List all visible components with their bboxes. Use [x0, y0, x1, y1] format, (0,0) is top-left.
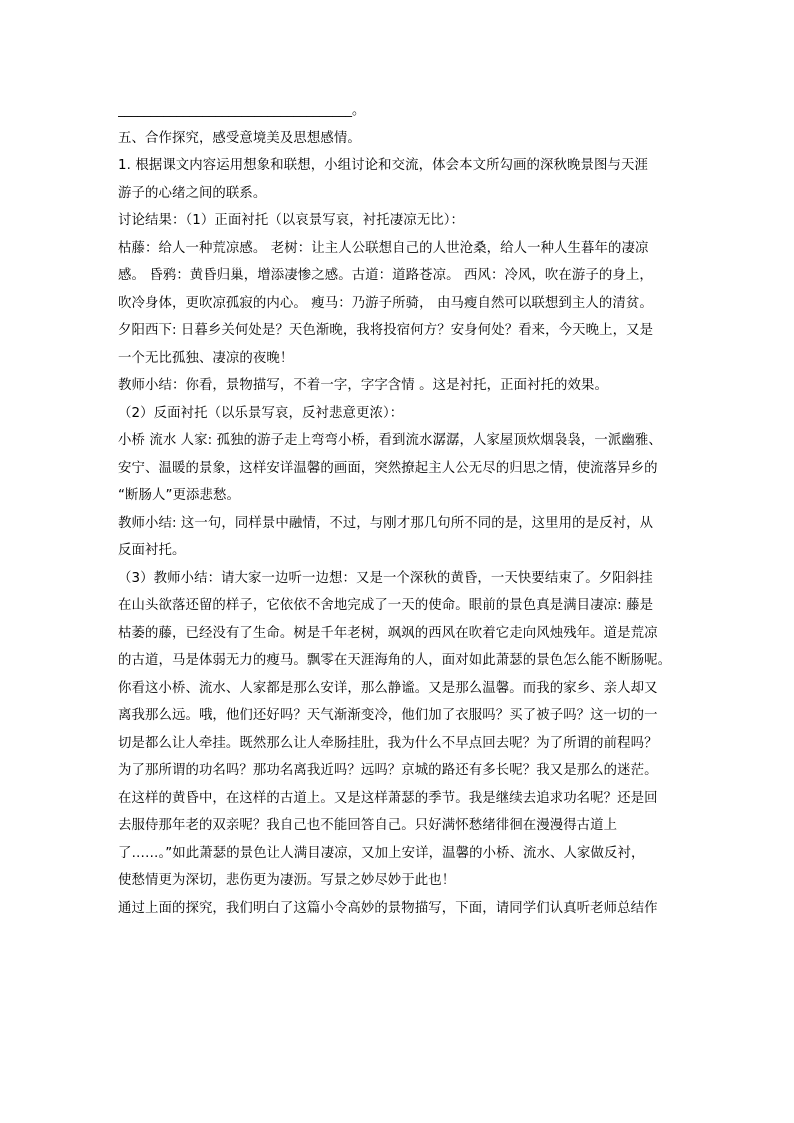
- paragraph-line: 了……。”如此萧瑟的景色让人满目凄凉，又加上安详，温馨的小桥、流水、人家做反衬，: [118, 845, 645, 861]
- paragraph-line: 的古道，马是体弱无力的瘦马。飘零在天涯海角的人，面对如此萧瑟的景色怎么能不断肠呢。: [118, 653, 672, 668]
- paragraph-line: 吹冷身体，更吹凉孤寂的内心。 瘦马：乃游子所骑， 由马瘦自然可以联想到主人的清贫。: [118, 295, 653, 311]
- paragraph-line: 枯藤：给人一种荒凉感。 老树：让主人公联想自己的人世沧桑，给人一种人生暮年的凄凉: [118, 240, 649, 256]
- paragraph-line: 在山头欲落还留的样子，它依依不舍地完成了一天的使命。眼前的景色真是满目凄凉: 藤是: [118, 598, 654, 613]
- answer-blank-line: ____________________________________。: [118, 103, 366, 118]
- paragraph-line: 切是都么让人牵挂。既然那么让人牵肠挂肚，我为什么不早点回去呢？为了所谓的前程吗？: [118, 735, 658, 751]
- document-page: [118, 102, 678, 927]
- paragraph-line: 教师小结：你看，景物描写，不着一字，字字含情 。这是衬托，正面衬托的效果。: [118, 378, 609, 393]
- paragraph-line: 安宁、温暖的景象，这样安详温馨的画面，突然撩起主人公无尽的归思之情，使流落异乡的: [118, 460, 658, 476]
- paragraph-line: 讨论结果：（1）正面衬托（以哀景写哀，衬托凄凉无比）：: [118, 213, 464, 228]
- paragraph-line: 小桥 流水 人家: 孤独的游子走上弯弯小桥，看到流水潺潺，人家屋顶炊烟袅袅，一派幽雅、: [118, 433, 662, 448]
- section-heading: 五、合作探究，感受意境美及思想感情。: [118, 130, 361, 146]
- paragraph-line: 通过上面的探究，我们明白了这篇小令高妙的景物描写，下面，请同学们认真听老师总结作: [118, 900, 658, 916]
- paragraph-line: 一个无比孤独、凄凉的夜晚！: [118, 350, 294, 366]
- paragraph-line: 在这样的黄昏中，在这样的古道上。又是这样萧瑟的季节。我是继续去追求功名呢？还是回: [118, 790, 658, 806]
- paragraph-line: （3）教师小结：请大家一边听一边想：又是一个深秋的黄昏，一天快要结束了。夕阳斜挂: [118, 570, 653, 586]
- paragraph-line: 游子的心绪之间的联系。: [118, 185, 267, 201]
- paragraph-line: 去服侍那年老的双亲呢？我自己也不能回答自己。只好满怀愁绪徘徊在漫漫得古道上: [118, 818, 618, 833]
- paragraph-line: （2）反面衬托（以乐景写哀，反衬悲意更浓）：: [118, 405, 404, 421]
- paragraph-line: 你看这小桥、流水、人家都是那么安详，那么静谧。又是那么温馨。而我的家乡、亲人却又: [118, 680, 658, 696]
- paragraph-line: 1. 根据课文内容运用想象和联想，小组讨论和交流，体会本文所勾画的深秋晚景图与天涯: [118, 158, 648, 173]
- paragraph-line: 离我那么远。哦，他们还好吗？天气渐渐变冷，他们加了衣服吗？买了被子吗？这一切的一: [118, 708, 658, 723]
- paragraph-line: 为了那所谓的功名吗？那功名离我近吗？远吗？京城的路还有多长呢？我又是那么的迷茫。: [118, 763, 658, 778]
- paragraph-line: “断肠人”更添悲愁。: [118, 488, 240, 503]
- paragraph-line: 枯萎的藤，已经没有了生命。树是千年老树，飒飒的西风在吹着它走向风烛残年。道是荒凉: [118, 625, 658, 641]
- paragraph-line: 反面衬托。: [118, 543, 186, 558]
- paragraph-line: 教师小结: 这一句，同样景中融情，不过，与刚才那几句所不同的是，这里用的是反衬，从: [118, 515, 654, 531]
- paragraph-line: 使愁情更为深切，悲伤更为凄沥。写景之妙尽妙于此也！: [118, 873, 456, 888]
- paragraph-line: 感。 昏鸦：黄昏归巢，增添凄惨之感。古道：道路苍凉。 西风：冷风，吹在游子的身上，: [118, 268, 653, 283]
- paragraph-line: 夕阳西下: 日暮乡关何处是？天色渐晚，我将投宿何方？安身何处？看来，今天晚上，又是: [118, 323, 654, 338]
